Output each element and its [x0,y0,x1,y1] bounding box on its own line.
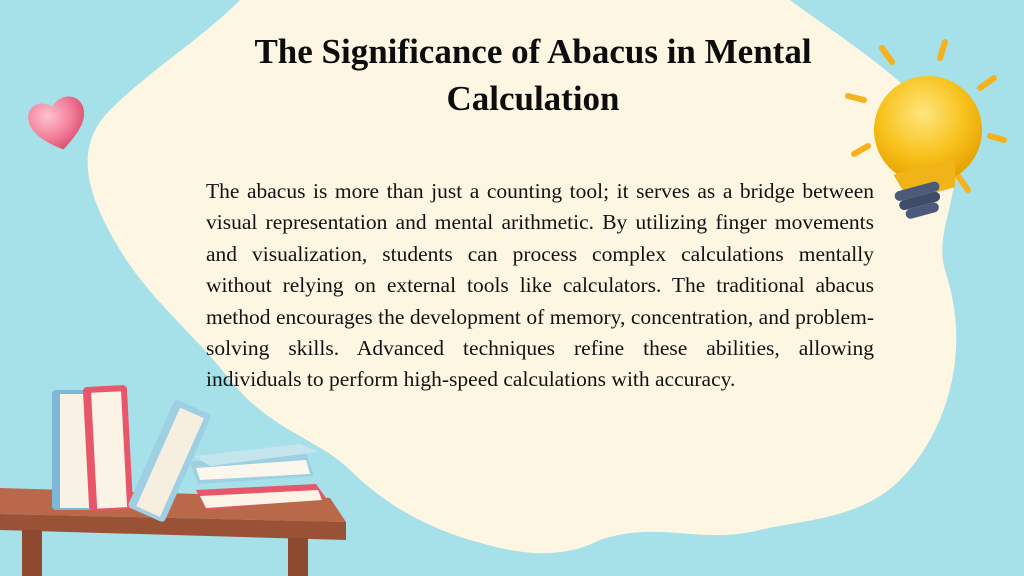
body-paragraph: The abacus is more than just a counting tool; it serves as a bridge between visual representation and mental arithmetic. By utilizing finger movements and visualization, students can process complex calculations mentally without relying on external tools like calculators. The traditional abacus method encourages the development of memory, concentration, and problem-solving skills. Advanced techniques refine these abilities, allowing individuals to perform high-speed calculations with accuracy. [206,179,874,392]
books-illustration [0,380,360,576]
page-title: The Significance of Abacus in Mental Calculation [254,32,812,118]
heart-icon [26,94,90,152]
